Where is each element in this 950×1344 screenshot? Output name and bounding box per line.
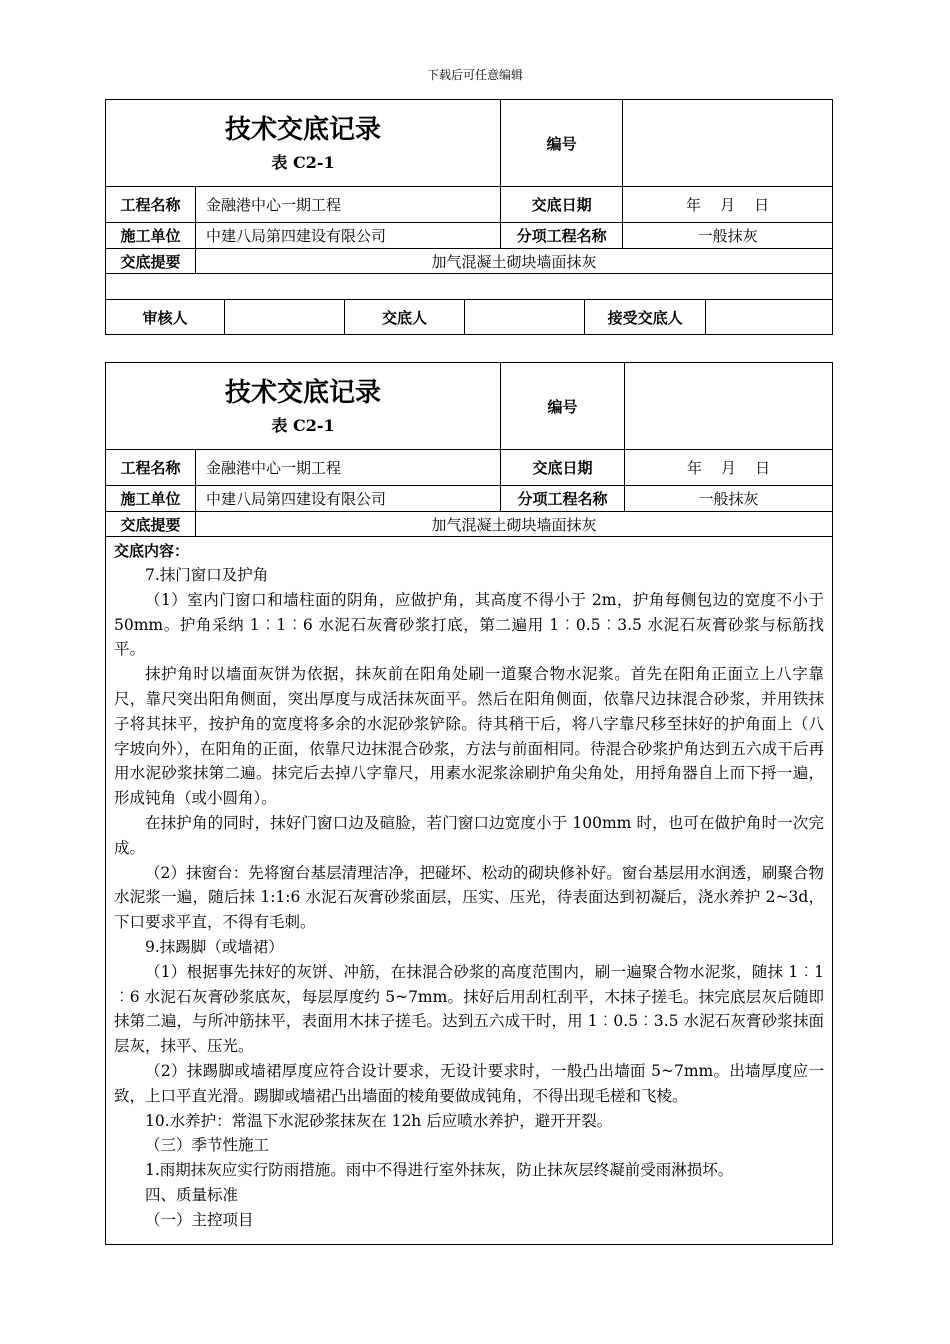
subproject-value: 一般抹灰 [623, 223, 833, 249]
content-paragraph: （1）室内门窗口和墙柱面的阴角，应做护角，其高度不得小于 2m，护角每侧包边的宽度不小于 50mm。护角采纳 1︰1︰6 水泥石灰膏砂浆打底，第二遍用 1︰0.5︰3.5 水泥石灰膏砂浆与标筋找平。 [114, 590, 825, 659]
content-paragraph: 7.抹门窗口及护角 [145, 566, 269, 584]
record-title: 技术交底记录 [225, 115, 382, 145]
content-label: 交底内容： [114, 542, 190, 560]
contractor-label: 施工单位 [106, 223, 196, 249]
number-field[interactable] [625, 363, 833, 450]
form-code: 表 C2-1 [271, 153, 335, 172]
project-name-value: 金融港中心一期工程 [196, 187, 501, 223]
disclosure-record-form-1 [105, 99, 833, 335]
content-paragraph: 1.雨期抹灰应实行防雨措施。雨中不得进行室外抹灰，防止抹灰层终凝前受雨淋损坏。 [145, 1161, 734, 1180]
date-label: 交底日期 [501, 187, 623, 223]
disclosure-content [106, 537, 833, 1245]
subproject-label: 分项工程名称 [501, 223, 623, 249]
discloser-signature-field[interactable] [465, 300, 585, 335]
reviewer-signature-field[interactable] [225, 300, 345, 335]
number-field[interactable] [623, 100, 833, 187]
summary-label: 交底提要 [106, 249, 196, 274]
content-paragraph: 10.水养护：常温下水泥砂浆抹灰在 12h 后应喷水养护，避开开裂。 [145, 1111, 613, 1130]
summary-value: 加气混凝土砌块墙面抹灰 [196, 249, 833, 274]
number-label: 编号 [501, 100, 623, 187]
header-note: 下载后可任意编辑 [426, 68, 523, 82]
receiver-label: 接受交底人 [585, 300, 706, 335]
contractor-value: 中建八局第四建设有限公司 [196, 486, 501, 512]
contractor-label: 施工单位 [106, 486, 196, 512]
number-label: 编号 [501, 363, 625, 450]
content-paragraph: （2）抹踢脚或墙裙厚度应符合设计要求，无设计要求时，一般凸出墙面 5~7mm。出墙厚度应一致，上口平直光滑。踢脚或墙裙凸出墙面的棱角要做成钝角，不得出现毛槎和飞棱。 [114, 1061, 825, 1105]
content-paragraph: （三）季节性施工 [145, 1136, 270, 1155]
summary-value: 加气混凝土砌块墙面抹灰 [196, 512, 833, 537]
subproject-label: 分项工程名称 [501, 486, 625, 512]
record-title: 技术交底记录 [225, 378, 382, 408]
receiver-signature-field[interactable] [706, 300, 833, 335]
project-name-label: 工程名称 [106, 450, 196, 486]
form-code: 表 C2-1 [271, 416, 335, 435]
summary-label: 交底提要 [106, 512, 196, 537]
content-paragraph: （一）主控项目 [145, 1210, 254, 1229]
content-paragraph: 抹护角时以墙面灰饼为依据，抹灰前在阳角处刷一道聚合物水泥浆。首先在阳角正面立上八字靠尺，靠尺突出阳角侧面，突出厚度与成活抹灰面平。然后在阳角侧面，依靠尺边抹混合砂浆，并用铁抹子将其抹平，按护角的宽度将多余的水泥砂浆铲除。待其稍干后，将八字靠尺移至抹好的护角面上（八字坡向外），在阳角的正面，依靠尺边抹混合砂浆，方法与前面相同。待混合砂浆护角达到五六成干后再用水泥砂浆抹第二遍。抹完后去掉八字靠尺，用素水泥浆涂刷护角尖角处，用捋角器自上而下捋一遍，形成钝角（或小圆角）。 [114, 665, 825, 808]
project-name-value: 金融港中心一期工程 [196, 450, 501, 486]
contractor-value: 中建八局第四建设有限公司 [196, 223, 501, 249]
content-paragraph: 9.抹踢脚（或墙裙） [145, 937, 284, 956]
content-paragraph: 在抹护角的同时，抹好门窗口边及碹脸，若门窗口边宽度小于 100mm 时，也可在做护角时一次完成。 [114, 813, 825, 857]
subproject-value: 一般抹灰 [625, 486, 833, 512]
content-paragraph: 四、质量标准 [145, 1185, 239, 1204]
project-name-label: 工程名称 [106, 187, 196, 223]
blank-row [106, 274, 833, 300]
date-label: 交底日期 [501, 450, 625, 486]
reviewer-label: 审核人 [106, 300, 225, 335]
content-paragraph: （2）抹窗台：先将窗台基层清理洁净，把碰坏、松动的砌块修补好。窗台基层用水润透，刷聚合物水泥浆一遍，随后抹 1:1:6 水泥石灰膏砂浆面层，压实、压光，待表面达到初凝后，浇水养护 2~3d，下口要求平直，不得有毛刺。 [114, 863, 825, 932]
form-title-cell [106, 363, 501, 450]
date-value: 年 月 日 [623, 187, 833, 223]
form-title-cell [106, 100, 501, 187]
disclosure-record-form-2 [105, 362, 833, 1245]
content-paragraph: （1）根据事先抹好的灰饼、冲筋，在抹混合砂浆的高度范围内，刷一遍聚合物水泥浆，随抹 1︰1︰6 水泥石灰膏砂浆底灰，每层厚度约 5~7mm。抹好后用刮杠刮平，木抹子搓毛。抹完底层灰后随即抹第二遍，与所冲筋抹平，表面用木抹子搓毛。达到五六成干时，用 1︰0.5︰3.5 水泥石灰膏砂浆抹面层灰，抹平、压光。 [114, 962, 825, 1056]
date-value: 年 月 日 [625, 450, 833, 486]
discloser-label: 交底人 [345, 300, 465, 335]
